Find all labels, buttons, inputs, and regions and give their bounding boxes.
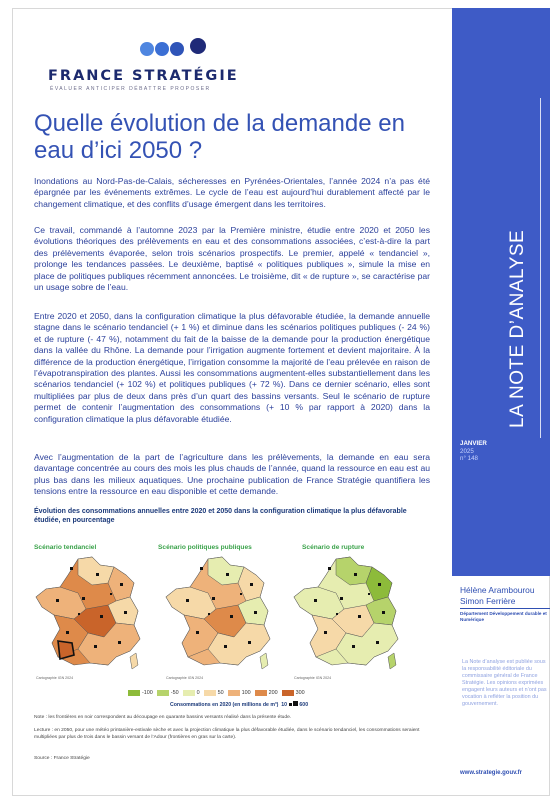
legend-swatch (228, 690, 240, 696)
legend-label: 0 (196, 690, 200, 696)
legend-label: -50 (170, 690, 179, 696)
france-map-tendanciel (30, 553, 152, 673)
legend-item (183, 690, 200, 696)
website-link[interactable]: www.strategie.gouv.fr (460, 770, 523, 776)
legend-item (228, 690, 251, 696)
divider (460, 608, 550, 609)
france-map-politiques-publiques (160, 553, 282, 673)
issue-number: n° 148 (460, 455, 478, 463)
map-label-politiques-publiques: Scénario politiques publiques (158, 544, 252, 551)
figure-note: Note : les frontières en noir correspondent au découpage en quarante bassins versants réalisé dans la présente étude. (34, 715, 292, 720)
france-strategie-logo-icon (140, 38, 220, 60)
issue-month: JANVIER (460, 440, 487, 447)
map-credit: Cartographie IGN 2024 (166, 676, 204, 680)
department: Département Développement durable et Numérique (460, 611, 547, 622)
france-map-rupture (288, 553, 410, 673)
map-tendanciel (30, 553, 152, 673)
map-label-rupture: Scénario de rupture (302, 544, 365, 551)
figure-title: Évolution des consommations annuelles entre 2020 et 2050 dans la configuration climatique la plus défavorable étudiée, en pourcentage (34, 508, 407, 524)
legend-label: 300 (295, 690, 305, 696)
author-name: Simon Ferrière (460, 595, 516, 606)
legend-size-small: 10 (281, 702, 288, 708)
body-paragraph: Avec l’augmentation de la part de l’agriculture dans les prélèvements, la demande en eau sera davantage concentrée au cours des mois les plus chauds de l’année, quand la ressource en eau est au plus bas dans les milieux aquatiques. Une prochaine publication de France Stratégie quantifiera les tensions entre la ressource en eau disponible et cette demande. (34, 452, 430, 497)
editorial-disclaimer: La Note d’analyse est publiée sous la responsabilité éditoriale du commissaire général de France Stratégie. Les opinions exprimées engagent leurs auteurs et n’ont pas vocation à refléter la position du gouvernement. (462, 659, 547, 707)
map-politiques-publiques (160, 553, 282, 673)
sidebar-band (452, 8, 550, 576)
map-rupture (288, 553, 410, 673)
legend-swatch (204, 690, 216, 696)
square-large-icon (293, 701, 298, 706)
body-paragraph: Entre 2020 et 2050, dans la configuration climatique la plus défavorable étudiée, la demande annuelle stagne dans le scénario tendanciel (+ 1 %) et diminue dans les scénarios politiques publiques (- 24 %) et de rupture (- 47 %), notamment du fait de la baisse de la demande pour la production énergétique dans la vallée du Rhône. La demande pour l’irrigation augmente fortement et devient majoritaire. À la différence de la production énergétique, l’irrigation consomme la majorité de l’eau prélevée en raison de l’évapotranspiration des plantes. Aussi les consommations augmentent-elles substantiellement dans les scénarios tendanciel (+ 102 %) et politiques publiques (+ 72 %). Dans ce dernier scénario, elles sont multipliées par plus de deux dans près d’un quart des bassins versants. Seul le scénario de rupture permet de contenir l’augmentation des consommations (+ 10 % par rapport à 2020) dans la configuration climatique la plus défavorable étudiée. (34, 311, 430, 424)
legend-swatch (282, 690, 294, 696)
page-title: Quelle évolution de la demande en eau d’ici 2050 ? (34, 110, 405, 164)
square-small-icon (289, 703, 292, 706)
figure-source: Source : France Stratégie (34, 756, 90, 761)
authors (460, 585, 535, 606)
legend-item (204, 690, 224, 696)
map-label-tendanciel: Scénario tendanciel (34, 544, 97, 551)
logo-name: FRANCE STRATÉGIE (48, 68, 239, 84)
legend-label: 200 (268, 690, 278, 696)
map-credit: Cartographie IGN 2024 (294, 676, 332, 680)
intro-paragraph: Inondations au Nord-Pas-de-Calais, sécheresses en Pyrénées-Orientales, l’année 2024 n’a pas été épargnée par les événements extrêmes. Le cycle de l’eau est aujourd’hui durablement affecté par le changement climatique, et des conflits d’usage émergent dans les territoires. (34, 176, 430, 209)
legend-item (128, 690, 153, 696)
map-legend (128, 687, 305, 699)
legend-swatch (255, 690, 267, 696)
sidebar-vertical-title (507, 128, 533, 428)
legend-item (282, 690, 305, 696)
legend-caption-text: Consommations en 2020 (en millions de m³) (170, 702, 279, 708)
sidebar-rule (540, 98, 541, 438)
legend-label: -100 (142, 690, 153, 696)
legend-swatch (183, 690, 195, 696)
legend-item (255, 690, 278, 696)
legend-caption (170, 701, 308, 708)
map-credit: Cartographie IGN 2024 (36, 676, 74, 680)
legend-label: 50 (217, 690, 224, 696)
legend-item (157, 690, 179, 696)
issue-year: 2025 (460, 447, 474, 455)
legend-label: 100 (241, 690, 251, 696)
sidebar-title-text: LA NOTE D’ANALYSE (507, 229, 528, 428)
legend-swatch (157, 690, 169, 696)
body-paragraph: Ce travail, commandé à l’automne 2023 par la Première ministre, étudie entre 2020 et 2050 les évolutions théoriques des prélèvements en eau et des consommations associées, c’est-à-dire la part des prélèvements évaporée, selon trois scénarios prospectifs. Le premier, appelé « tendanciel », prolonge les tendances passées. Le deuxième, baptisé « politiques publiques », simule la mise en place de politiques publiques récemment annoncées. Le troisième, dit « de rupture », se caractérise par un usage sobre de l’eau. (34, 225, 430, 293)
legend-size-large: 600 (299, 702, 309, 708)
figure-reading: Lecture : en 2050, pour une météo printanière-estivale sèche et avec la projection climatique la plus défavorable étudiée, dans le scénario tendanciel, les consommations seraient multipliées par plus de trois dans le bassin versant de l’Adour (frontières en gras sur la carte). (34, 728, 420, 740)
legend-swatch (128, 690, 140, 696)
author-name: Hélène Arambourou (460, 585, 535, 595)
issue-info (460, 440, 487, 463)
logo-tagline: ÉVALUER ANTICIPER DÉBATTRE PROPOSER (50, 86, 211, 92)
